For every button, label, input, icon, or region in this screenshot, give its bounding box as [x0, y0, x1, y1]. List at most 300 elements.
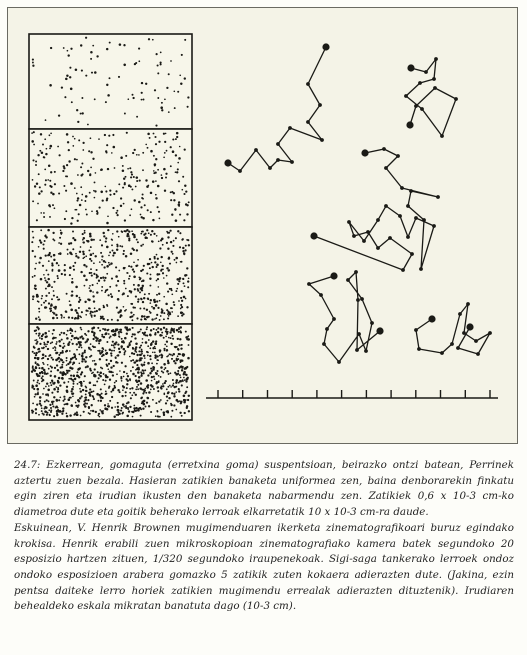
particle-dot — [94, 307, 96, 309]
particle-dot — [71, 291, 73, 293]
particle-dot — [119, 370, 121, 372]
particle-dot — [51, 286, 53, 288]
particle-dot — [187, 280, 189, 282]
particle-dot — [157, 97, 159, 99]
path-vertex — [238, 169, 242, 173]
particle-dot — [127, 98, 129, 100]
particle-dot — [76, 193, 78, 195]
particle-dot — [66, 386, 68, 388]
particle-dot — [184, 379, 186, 381]
path-vertex — [466, 302, 470, 306]
particle-dot — [165, 303, 168, 306]
particle-dot — [45, 386, 47, 388]
particle-dot — [37, 388, 40, 391]
path-vertex — [388, 236, 392, 240]
particle-dot — [123, 203, 125, 205]
particle-dot — [163, 296, 165, 298]
particle-dot — [139, 180, 141, 182]
particle-dot — [58, 399, 60, 401]
particle-dot — [144, 369, 146, 371]
particle-dot — [137, 331, 139, 333]
particle-dot — [106, 273, 108, 275]
particle-dot — [56, 399, 58, 401]
particle-dot — [133, 284, 135, 286]
particle-dot — [88, 299, 91, 302]
path-vertex — [424, 70, 428, 74]
particle-dot — [170, 165, 172, 167]
particle-dot — [131, 319, 133, 321]
particle-dot — [123, 348, 126, 351]
particle-dot — [80, 113, 82, 115]
particle-dot — [53, 388, 56, 391]
particle-dot — [127, 329, 129, 331]
particle-dot — [135, 394, 137, 396]
particle-dot — [88, 392, 91, 395]
particle-dot — [157, 258, 159, 260]
particle-dot — [170, 416, 172, 418]
particle-dot — [127, 401, 129, 403]
particle-dot — [187, 399, 189, 401]
particle-dot — [66, 334, 68, 336]
particle-dot — [87, 170, 89, 172]
particle-dot — [100, 396, 102, 398]
particle-dot — [185, 331, 187, 333]
particle-dot — [69, 350, 71, 352]
particle-dot — [109, 349, 111, 351]
particle-dot — [65, 210, 67, 212]
particle-dot — [94, 181, 96, 183]
particle-dot — [63, 47, 65, 49]
particle-dot — [146, 237, 148, 239]
particle-dot — [72, 357, 74, 359]
particle-dot — [165, 336, 167, 338]
particle-dot — [185, 380, 187, 382]
particle-dot — [77, 399, 80, 402]
particle-dot — [108, 333, 110, 335]
particle-dot — [181, 415, 183, 417]
particle-dot — [89, 258, 91, 260]
particle-dot — [57, 277, 59, 279]
particle-dot — [129, 275, 131, 277]
particle-dot — [86, 214, 88, 216]
path-vertex — [414, 216, 418, 220]
particle-dot — [109, 42, 111, 44]
particle-dot — [151, 380, 153, 382]
particle-dot — [51, 401, 54, 404]
particle-dot — [164, 189, 166, 191]
particle-dot — [155, 266, 157, 268]
particle-dot — [180, 377, 182, 379]
particle-dot — [125, 395, 127, 397]
particle-dot — [180, 401, 182, 403]
particle-dot — [101, 286, 103, 288]
particle-dot — [127, 407, 129, 409]
particle-dot — [46, 269, 48, 271]
particle-dot — [71, 388, 74, 391]
particle-dot — [82, 173, 84, 175]
particle-dot — [183, 372, 185, 374]
particle-dot — [150, 329, 152, 331]
particle-dot — [94, 190, 96, 192]
particle-dot — [123, 406, 125, 408]
particle-dot — [83, 380, 85, 382]
particle-dot — [36, 219, 38, 221]
particle-dot — [162, 272, 164, 274]
path-vertex — [398, 214, 402, 218]
particle-dot — [66, 311, 68, 313]
particle-dot — [66, 360, 68, 362]
particle-dot — [48, 204, 51, 207]
particle-dot — [114, 385, 116, 387]
particle-dot — [62, 347, 64, 349]
particle-dot — [59, 154, 61, 156]
particle-dot — [64, 96, 66, 98]
particle-dot — [126, 333, 128, 335]
particle-dot — [110, 391, 112, 393]
particle-dot — [171, 311, 173, 313]
particle-dot — [82, 257, 84, 259]
particle-dot — [141, 363, 143, 365]
particle-dot — [124, 352, 126, 354]
particle-dot — [90, 343, 92, 345]
particle-dot — [60, 229, 62, 231]
particle-dot — [112, 371, 114, 373]
particle-dot — [35, 354, 37, 356]
particle-dot — [96, 213, 98, 215]
particle-dot — [110, 262, 112, 264]
particle-dot — [152, 266, 154, 268]
particle-dot — [140, 345, 142, 347]
particle-dot — [173, 383, 175, 385]
particle-dot — [92, 158, 94, 160]
particle-dot — [124, 326, 126, 328]
particle-dot — [167, 236, 169, 238]
brownian-path — [309, 272, 380, 362]
particle-dot — [137, 301, 139, 303]
particle-dot — [71, 253, 73, 255]
particle-dot — [178, 331, 180, 333]
particle-dot — [106, 359, 108, 361]
particle-dot — [156, 314, 158, 316]
particle-dot — [151, 370, 153, 372]
particle-dot — [115, 284, 117, 286]
particle-dot — [66, 357, 68, 359]
particle-dot — [147, 384, 149, 386]
particle-dot — [44, 184, 46, 186]
particle-dot — [131, 174, 133, 176]
particle-dot — [97, 283, 99, 285]
path-vertex — [347, 220, 351, 224]
particle-dot — [129, 356, 131, 358]
particle-dot — [69, 266, 72, 269]
particle-dot — [99, 207, 101, 209]
particle-dot — [109, 194, 111, 196]
particle-dot — [37, 154, 39, 156]
particle-dot — [188, 244, 190, 246]
particle-dot — [184, 285, 186, 287]
particle-dot — [171, 410, 173, 412]
particle-dot — [129, 406, 131, 408]
particle-dot — [38, 414, 40, 416]
particle-dot — [155, 180, 157, 182]
particle-dot — [43, 302, 45, 304]
particle-dot — [59, 371, 62, 374]
particle-dot — [50, 47, 52, 49]
particle-dot — [137, 371, 140, 374]
particle-dot — [156, 363, 158, 365]
particle-dot — [89, 395, 91, 397]
particle-dot — [130, 171, 132, 173]
particle-dot — [93, 239, 95, 241]
particle-dot — [36, 381, 38, 383]
particle-dot — [78, 346, 80, 348]
particle-dot — [116, 373, 118, 375]
particle-dot — [144, 293, 146, 295]
path-vertex — [476, 352, 480, 356]
particle-dot — [81, 360, 83, 362]
particle-dot — [154, 89, 156, 91]
particle-dot — [158, 380, 160, 382]
particle-dot — [136, 354, 138, 356]
particle-dot — [42, 265, 44, 267]
particle-dot — [77, 383, 79, 385]
particle-dot — [54, 183, 56, 185]
particle-dot — [58, 361, 60, 363]
particle-dot — [146, 309, 148, 311]
particle-dot — [130, 266, 132, 268]
particle-dot — [182, 250, 184, 252]
particle-dot — [65, 351, 67, 353]
particle-dot — [46, 399, 48, 401]
particle-dot — [188, 410, 190, 412]
particle-dot — [96, 291, 98, 293]
particle-dot — [70, 309, 73, 312]
particle-dot — [94, 71, 97, 74]
particle-dot — [60, 243, 62, 245]
path-endpoint — [224, 159, 231, 166]
particle-dot — [141, 397, 143, 399]
particle-dot — [160, 62, 162, 64]
particle-dot — [156, 53, 158, 55]
particle-dot — [71, 405, 73, 407]
particle-dot — [140, 415, 142, 417]
particle-dot — [100, 168, 103, 171]
particle-dot — [136, 176, 139, 179]
particle-dot — [168, 256, 170, 258]
particle-dot — [56, 262, 58, 264]
particle-dot — [73, 362, 76, 365]
particle-dot — [108, 135, 110, 137]
particle-dot — [80, 44, 82, 46]
particle-dot — [125, 378, 127, 380]
particle-dot — [84, 397, 86, 399]
particle-dot — [152, 351, 154, 353]
particle-dot — [159, 218, 161, 220]
particle-dot — [60, 358, 62, 360]
particle-dot — [128, 239, 130, 241]
particle-dot — [151, 306, 153, 308]
particle-dot — [73, 383, 75, 385]
particle-dot — [149, 137, 151, 139]
particle-dot — [125, 407, 127, 409]
particle-dot — [183, 296, 186, 299]
particle-dot — [99, 339, 102, 342]
particle-dot — [44, 332, 47, 335]
particle-dot — [180, 359, 182, 361]
particle-dot — [122, 187, 124, 189]
particle-dot — [148, 38, 150, 40]
particle-dot — [174, 209, 176, 211]
particle-dot — [47, 358, 49, 360]
path-vertex — [414, 104, 418, 108]
particle-dot — [67, 330, 69, 332]
path-vertex — [356, 298, 360, 302]
particle-dot — [132, 97, 134, 99]
particle-dot — [92, 311, 94, 313]
particle-dot — [39, 403, 41, 405]
particle-dot — [111, 319, 113, 321]
particle-dot — [70, 242, 72, 244]
particle-dot — [40, 241, 42, 243]
particle-dot — [105, 393, 107, 395]
particle-dot — [135, 375, 137, 377]
particle-dot — [43, 156, 45, 158]
particle-dot — [112, 233, 114, 235]
particle-dot — [48, 292, 50, 294]
particle-dot — [154, 348, 156, 350]
particle-dot — [116, 244, 118, 246]
particle-dot — [186, 267, 188, 269]
particle-dot — [106, 197, 108, 199]
path-vertex — [406, 204, 410, 208]
particle-dot — [38, 335, 40, 337]
particle-dot — [89, 290, 92, 293]
particle-dot — [123, 282, 125, 284]
particle-dot — [177, 162, 179, 164]
particle-dot — [70, 332, 72, 334]
particle-dot — [68, 378, 70, 380]
particle-dot — [160, 399, 162, 401]
particle-dot — [66, 293, 68, 295]
particle-dot — [32, 179, 34, 181]
particle-dot — [115, 356, 117, 358]
particle-dot — [182, 380, 184, 382]
particle-dot — [34, 330, 36, 332]
particle-dot — [111, 152, 113, 154]
path-vertex — [440, 134, 444, 138]
particle-dot — [32, 62, 34, 64]
particle-dot — [173, 90, 175, 92]
particle-dot — [39, 400, 41, 402]
brownian-path — [228, 47, 326, 171]
particle-dot — [55, 347, 57, 349]
particle-dot — [187, 96, 189, 98]
particle-dot — [171, 251, 173, 253]
particle-dot — [173, 304, 175, 306]
particle-dot — [121, 231, 123, 233]
particle-dot — [176, 379, 179, 382]
particle-dot — [54, 207, 56, 209]
particle-dot — [77, 313, 79, 315]
particle-dot — [130, 291, 132, 293]
particle-dot — [46, 383, 48, 385]
particle-dot — [69, 414, 71, 416]
particle-dot — [74, 262, 76, 264]
particle-dot — [183, 377, 185, 379]
particle-dot — [69, 67, 71, 69]
path-vertex — [254, 148, 258, 152]
particle-dot — [87, 338, 90, 341]
particle-dot — [111, 355, 113, 357]
particle-dot — [116, 210, 118, 212]
particle-dot — [32, 231, 34, 233]
particle-dot — [44, 343, 46, 345]
particle-dot — [177, 338, 179, 340]
particle-dot — [93, 300, 95, 302]
particle-dot — [57, 407, 59, 409]
particle-dot — [89, 173, 91, 175]
particle-dot — [131, 230, 133, 232]
particle-dot — [41, 295, 43, 297]
particle-dot — [42, 412, 44, 414]
particle-dot — [142, 198, 144, 200]
particle-dot — [122, 385, 124, 387]
particle-dot — [123, 371, 125, 373]
particle-dot — [88, 249, 90, 251]
particle-dot — [174, 362, 176, 364]
particle-dot — [135, 346, 137, 348]
particle-dot — [159, 355, 161, 357]
particle-dot — [130, 360, 132, 362]
particle-dot — [70, 375, 72, 377]
particle-dot — [62, 407, 64, 409]
particle-dot — [158, 293, 160, 295]
particle-dot — [107, 294, 109, 296]
particle-dot — [106, 265, 109, 268]
particle-dot — [135, 186, 137, 188]
particle-dot — [172, 245, 174, 247]
particle-dot — [32, 250, 34, 252]
particle-dot — [151, 262, 153, 264]
particle-dot — [77, 256, 79, 258]
particle-dot — [110, 360, 112, 362]
particle-dot — [113, 146, 116, 149]
particle-dot — [174, 386, 176, 388]
particle-dot — [36, 339, 38, 341]
particle-dot — [94, 384, 96, 386]
particle-dot — [102, 232, 104, 234]
particle-dot — [113, 365, 115, 367]
particle-dot — [44, 240, 46, 242]
particle-dot — [149, 285, 151, 287]
particle-dot — [44, 406, 46, 408]
particle-dot — [169, 263, 171, 265]
particle-dot — [150, 234, 152, 236]
particle-dot — [159, 416, 161, 418]
particle-dot — [114, 333, 116, 335]
path-endpoint — [406, 121, 413, 128]
particle-dot — [45, 119, 47, 121]
particle-dot — [122, 292, 125, 295]
particle-dot — [89, 233, 92, 236]
particle-dot — [125, 155, 127, 157]
particle-dot — [74, 413, 76, 415]
particle-dot — [151, 376, 153, 378]
particle-dot — [115, 275, 118, 278]
particle-dot — [149, 278, 151, 280]
particle-dot — [100, 318, 102, 320]
particle-dot — [121, 362, 123, 364]
